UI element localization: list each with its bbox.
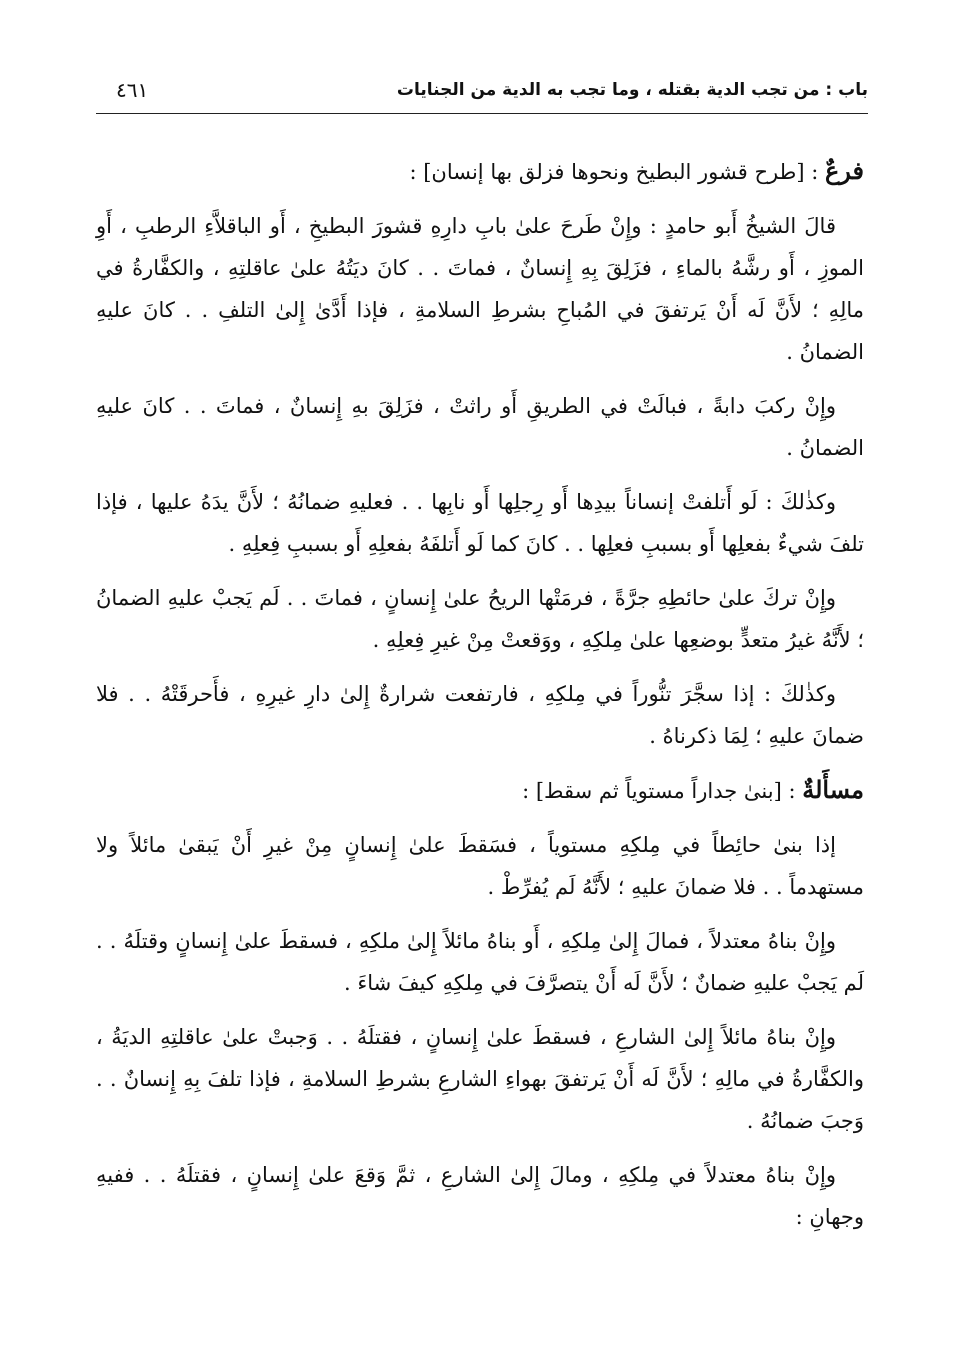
section-title-far: : [طرح قشور البطيخ ونحوها فزلق بها إنسان] : <box>409 160 825 184</box>
page-body <box>96 150 864 1250</box>
paragraph: وإِنْ بناهُ مائلاً إِلىٰ الشارعِ ، فسقطَ علىٰ إِنسانٍ ، فقتلَهُ . . وَجبتْ علىٰ عاقلتِهِ الديَةُ ، والكفَّارةُ في مالِهِ ؛ لأَنَّ لَه أَنْ يَرتفقَ بهواءِ الشارعِ بشرطِ السلامةِ ، فإذا تلفَ بِهِ إِنسانٌ . . وَجبَ ضمانُهُ . <box>96 1025 864 1133</box>
section-heading-far <box>96 150 864 193</box>
paragraph: وإِنْ بناهُ معتدلاً ، فمالَ إِلىٰ مِلكِهِ ، أَو بناهُ مائلاً إِلىٰ ملكِهِ ، فسقطَ علىٰ إِنسانٍ وقتلَهُ . . لَم يَجبْ عليهِ ضمانٌ ؛ لأَنَّ لَه أَنْ يتصرَّفَ في مِلكِهِ كيفَ شاءَ . <box>96 929 864 995</box>
header-divider <box>96 113 868 114</box>
section-heading-masala <box>96 769 864 812</box>
paragraph: وكذٰلكَ : لَو أَتلفتْ إنساناً بيدِها أَو رِجلِها أَو نابِها . . فعليهِ ضمانُهُ ؛ لأَنَّ يدَهُ عليها ، فإذا تلفَ شيءٌ بفعلِها أَو بسببِ فعلِها . . كانَ كما لَو أَتلفَهُ بفعلِهِ أَو بسببِ فِعلِهِ . <box>96 490 864 556</box>
running-title: باب : من تجب الدية بقتله ، وما تجب به الدية من الجنايات <box>396 80 868 100</box>
paragraph: وكذٰلكَ : إذا سجَّرَ تنُّوراً في مِلكِهِ ، فارتفعت شرارةٌ إِلىٰ دارِ غيرِهِ ، فأَحرقَتْهُ . . فلا ضمانَ عليهِ ؛ لِمَا ذكرناهُ . <box>96 682 864 748</box>
paragraph: وإِنْ تركَ علىٰ حائطِهِ جرَّةً ، فرمَتْها الريحُ علىٰ إِنسانٍ ، فماتَ . . لَم يَجبْ عليهِ الضمانُ ؛ لأَنَّهُ غيرُ متعدٍّ بوضعِها علىٰ مِلكِهِ ، ووَقعتْ مِنْ غيرِ فِعلِهِ . <box>96 586 864 652</box>
page-header <box>96 76 868 106</box>
paragraph: إذا بنىٰ حائِطاً في مِلكِهِ مستوياً ، فسَقطَ علىٰ إِنسانٍ مِنْ غيرِ أَنْ يَبقىٰ مائلاً ولا مستهدماً . . فلا ضمانَ عليهِ ؛ لأَنَّهُ لَم يُفرِّطْ . <box>96 833 864 899</box>
section-title-masala: : [بنىٰ جداراً مستوياً ثم سقط] : <box>522 779 803 803</box>
paragraph: قالَ الشيخُ أَبو حامدٍ : وإِنْ طَرحَ علىٰ بابِ دارِهِ قشورَ البطيخِ ، أَو الباقلاَّءِ الرطبِ ، أَوِ الموزِ ، أَو رشَّهُ بالماءِ ، فزَلِقَ بِهِ إِنسانٌ ، فماتَ . . كانَ ديَتُهُ علىٰ عاقلتِهِ ، والكفَّارةُ في مالِهِ ؛ لأَنَّ لَه أَنْ يَرتفقَ في المُباحِ بشرطِ السلامةِ ، فإذا أَدَّىٰ إِلىٰ التلفِ . . كانَ عليهِ الضمانُ . <box>96 214 864 364</box>
section-label-masala: مسأَلةٌ <box>802 775 864 804</box>
page-number: ٤٦١ <box>116 78 149 102</box>
paragraph: وإِنْ ركبَ دابةً ، فبالَتْ في الطريقِ أَو راثتْ ، فزَلِقَ بهِ إِنسانٌ ، فماتَ . . كانَ عليهِ الضمانُ . <box>96 394 864 460</box>
paragraph: وإِنْ بناهُ معتدلاً في مِلكِهِ ، ومالَ إِلىٰ الشارعِ ، ثمَّ وَقعَ علىٰ إِنسانٍ ، فقتلَهُ . . ففيهِ وجهانِ : <box>96 1163 864 1229</box>
section-label-far: فرعٌ <box>824 156 864 185</box>
